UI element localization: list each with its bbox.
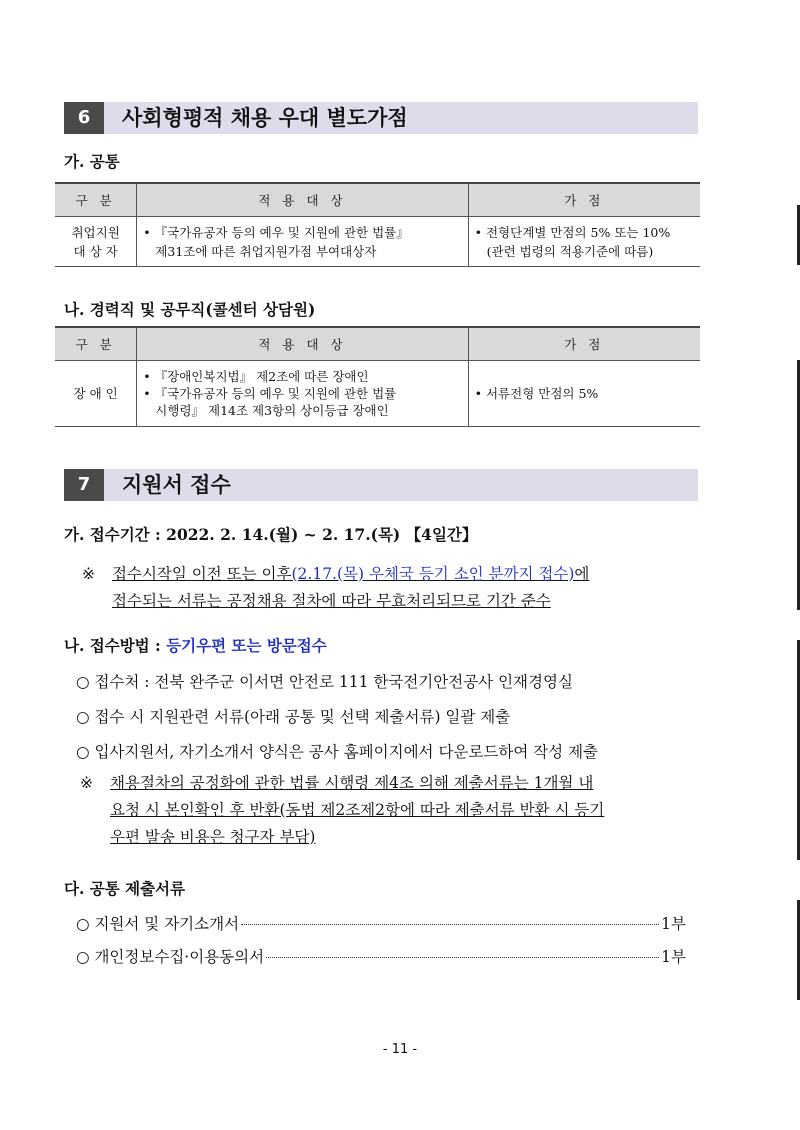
col-header-target: 적 용 대 상 [137, 327, 468, 361]
target-item-2-line-1: • 『국가유공자 등의 예우 및 지원에 관한 법률 [143, 386, 397, 401]
method-note-line-1: 채용절차의 공정화에 관한 법률 시행령 제4조 의해 제출서류는 1개월 내 [110, 774, 594, 792]
table-header-row [55, 327, 700, 361]
col-header-category: 구 분 [55, 327, 137, 361]
table-row [55, 217, 700, 267]
category-line-1: 취업지원 [71, 224, 120, 240]
target-line-1: • 『국가유공자 등의 예우 및 지원에 관한 법률』 [143, 224, 409, 240]
bonus-table-common [55, 182, 700, 267]
col-header-target: 적 용 대 상 [137, 183, 468, 217]
bonus-table-career [55, 326, 700, 427]
page-number: - 11 - [382, 1042, 418, 1057]
document-qty: 1부 [661, 915, 686, 933]
document-name: ○ 지원서 및 자기소개서 [76, 915, 240, 933]
cell-points [468, 217, 700, 267]
col-header-points: 가 점 [468, 183, 700, 217]
section-7-number: 7 [64, 469, 104, 501]
method-note-line-2: 요청 시 본인확인 후 반환(동법 제2조제2항에 따라 제출서류 반환 시 등기 [110, 801, 605, 819]
period-note-part-3: 에 [574, 565, 590, 583]
period-days: 【4일간】 [405, 525, 478, 544]
method-label: 나. 접수방법 : [64, 636, 167, 655]
cell-category [55, 217, 137, 267]
application-period [64, 523, 477, 545]
document-name: ○ 개인정보수집·이용동의서 [76, 948, 265, 966]
method-item-2: ○ 접수 시 지원관련 서류(아래 공통 및 선택 제출서류) 일괄 제출 [76, 708, 511, 726]
target-item-2-line-2: 시행령』 제14조 제3항의 상이등급 장애인 [155, 403, 389, 418]
table-row [55, 361, 700, 427]
document-item [76, 912, 686, 934]
leader-dots [266, 957, 659, 958]
period-label: 가. 접수기간 : 2022. 2. 14.(월) ~ 2. 17.(목) [64, 525, 406, 544]
points-line-1: • 전형단계별 만점의 5% 또는 10% [474, 224, 671, 240]
target-line-2: 제31조에 따른 취업지원가점 부여대상자 [155, 243, 377, 259]
document-qty: 1부 [661, 948, 686, 966]
subheading-common: 가. 공통 [64, 152, 120, 171]
method-value: 등기우편 또는 방문접수 [166, 636, 327, 655]
period-note-deadline: (2.17.(목) 우체국 등기 소인 분까지 접수) [291, 565, 575, 583]
section-6-title: 사회형평적 채용 우대 별도가점 [122, 106, 408, 130]
section-7-title: 지원서 접수 [122, 473, 231, 497]
method-item-3: ○ 입사지원서, 자기소개서 양식은 공사 홈페이지에서 다운로드하여 작성 제출 [76, 743, 599, 761]
section-7-header [64, 469, 698, 501]
cell-points: • 서류전형 만점의 5% [468, 361, 700, 427]
period-note-body [112, 561, 702, 615]
cell-target [137, 361, 468, 427]
reference-mark: ※ [82, 565, 95, 583]
period-note-part-1: 접수시작일 이전 또는 이후 [112, 565, 292, 583]
section-6-number: 6 [64, 102, 104, 134]
method-note [80, 770, 700, 851]
subheading-career: 나. 경력직 및 공무직(콜센터 상담원) [64, 300, 316, 319]
subheading-documents: 다. 공통 제출서류 [64, 879, 186, 898]
points-line-2: (관련 법령의 적용기준에 따름) [486, 243, 654, 259]
cell-target [137, 217, 468, 267]
period-note-line-2: 접수되는 서류는 공정채용 절차에 따라 무효처리되므로 기간 준수 [112, 592, 551, 610]
cell-category: 장 애 인 [55, 361, 137, 427]
target-item-1: • 『장애인복지법』 제2조에 따른 장애인 [143, 369, 369, 384]
period-note [82, 561, 702, 615]
document-item [76, 945, 686, 967]
category-line-2: 대 상 자 [73, 243, 118, 259]
method-item-1: ○ 접수처 : 전북 완주군 이서면 안전로 111 한국전기안전공사 인재경영실 [76, 673, 573, 691]
col-header-points: 가 점 [468, 327, 700, 361]
method-note-body [110, 770, 700, 851]
table-header-row [55, 183, 700, 217]
leader-dots [241, 924, 659, 925]
col-header-category: 구 분 [55, 183, 137, 217]
application-method [64, 634, 327, 656]
method-note-line-3: 우편 발송 비용은 청구자 부담) [110, 828, 316, 846]
section-6-header [64, 102, 698, 134]
reference-mark: ※ [80, 774, 93, 792]
